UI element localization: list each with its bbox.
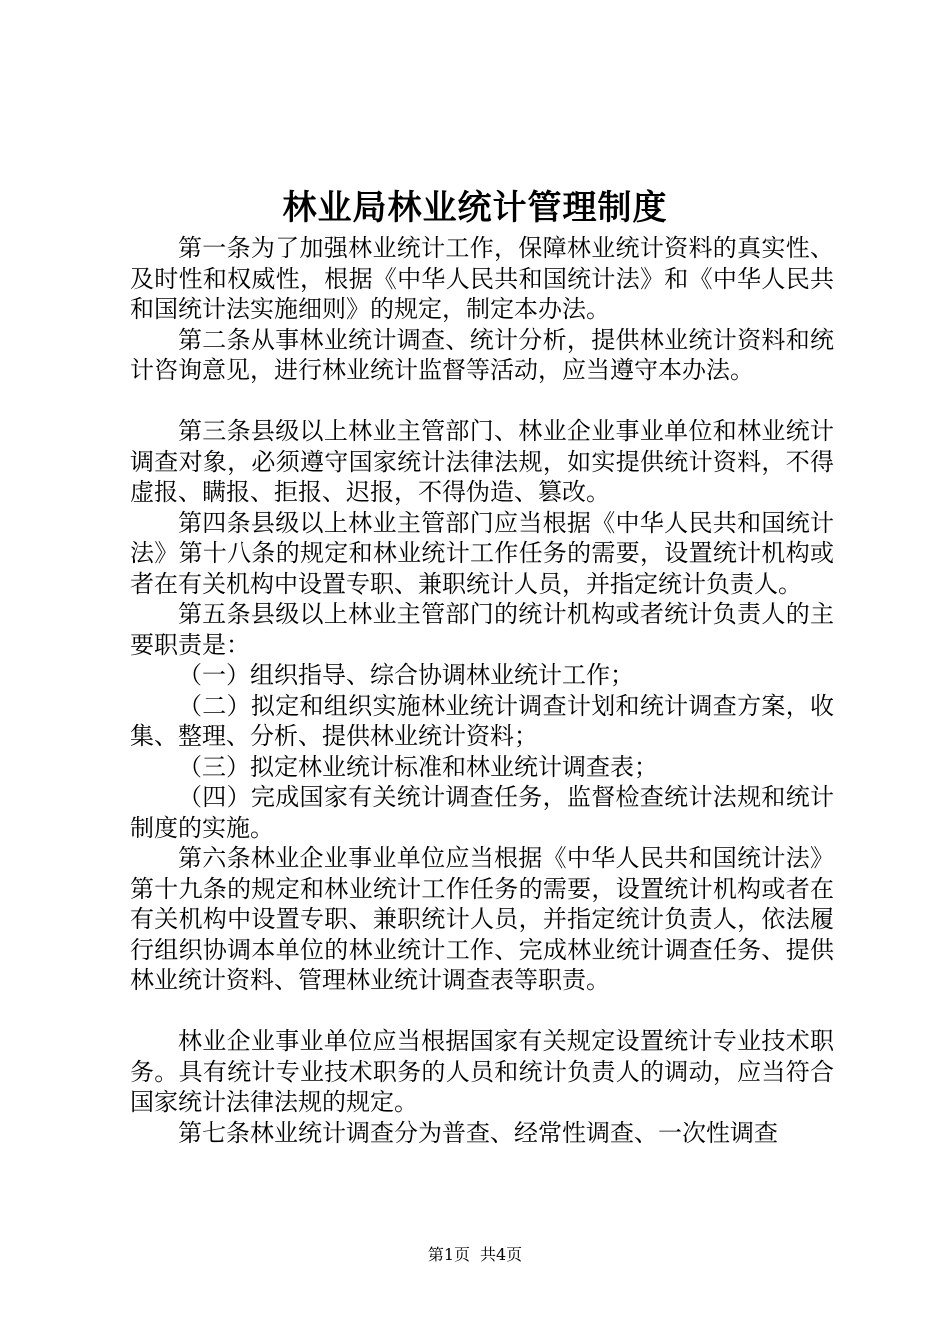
- page-number: 第1页: [427, 1245, 470, 1264]
- paragraph-article-3: 第三条县级以上林业主管部门、林业企业事业单位和林业统计调查对象，必须遵守国家统计法律法规，如实提供统计资料，不得虚报、瞒报、拒报、迟报，不得伪造、篡改。: [130, 417, 834, 506]
- paragraph-article-1: 第一条为了加强林业统计工作，保障林业统计资料的真实性、及时性和权威性，根据《中华人民共和国统计法》和《中华人民共和国统计法实施细则》的规定，制定本办法。: [130, 234, 834, 323]
- paragraph-article-5: 第五条县级以上林业主管部门的统计机构或者统计负责人的主要职责是：: [130, 600, 834, 659]
- paragraph-article-6: 第六条林业企业事业单位应当根据《中华人民共和国统计法》第十九条的规定和林业统计工作任务的需要，设置统计机构或者在有关机构中设置专职、兼职统计人员，并指定统计负责人，依法履行组织协调本单位的林业统计工作、完成林业统计调查任务、提供林业统计资料、管理林业统计调查表等职责。: [130, 844, 834, 994]
- list-item-3: （三）拟定林业统计标准和林业统计调查表；: [178, 752, 658, 781]
- page-total: 共4页: [480, 1245, 523, 1264]
- document-title: 林业局林业统计管理制度: [282, 188, 668, 228]
- list-item-4: （四）完成国家有关统计调查任务，监督检查统计法规和统计制度的实施。: [130, 783, 834, 842]
- page-footer: [0, 1244, 950, 1266]
- document-body: [130, 233, 834, 1148]
- paragraph-article-6-cont: 林业企业事业单位应当根据国家有关规定设置统计专业技术职务。具有统计专业技术职务的人员和统计负责人的调动，应当符合国家统计法律法规的规定。: [130, 1027, 834, 1116]
- list-item-2: （二）拟定和组织实施林业统计调查计划和统计调查方案，收集、整理、分析、提供林业统计资料；: [130, 691, 834, 750]
- paragraph-article-7: 第七条林业统计调查分为普查、经常性调查、一次性调查: [178, 1118, 778, 1147]
- list-item-1: （一）组织指导、综合协调林业统计工作；: [178, 661, 634, 689]
- paragraph-article-2: 第二条从事林业统计调查、统计分析，提供林业统计资料和统计咨询意见，进行林业统计监督等活动，应当遵守本办法。: [130, 325, 834, 384]
- paragraph-article-4: 第四条县级以上林业主管部门应当根据《中华人民共和国统计法》第十八条的规定和林业统计工作任务的需要，设置统计机构或者在有关机构中设置专职、兼职统计人员，并指定统计负责人。: [130, 508, 834, 598]
